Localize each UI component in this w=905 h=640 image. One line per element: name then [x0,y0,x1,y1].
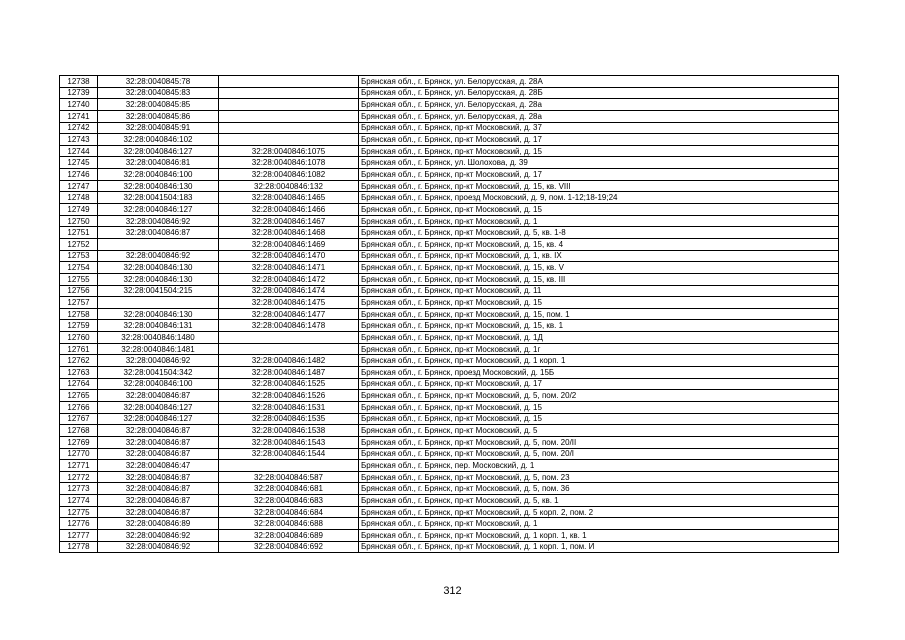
table-row [60,238,839,250]
building-cadastral-number-cell: 32:28:0040846:1474 [219,285,359,297]
building-cadastral-number-cell: 32:28:0040846:1487 [219,367,359,379]
address-cell: Брянская обл., г. Брянск, пр-кт Московский, д. 37 [359,122,839,134]
row-number-cell: 12761 [60,343,98,355]
land-cadastral-number-cell: 32:28:0040846:131 [98,320,219,332]
building-cadastral-number-cell: 32:28:0040846:1526 [219,390,359,402]
land-cadastral-number-cell: 32:28:0040845:86 [98,110,219,122]
land-cadastral-number-cell: 32:28:0040846:130 [98,308,219,320]
address-cell: Брянская обл., г. Брянск, пр-кт Московский, д. 1 [359,215,839,227]
building-cadastral-number-cell: 32:28:0040846:688 [219,518,359,530]
table-row [60,332,839,344]
table-row [60,227,839,239]
land-cadastral-number-cell: 32:28:0040846:47 [98,460,219,472]
building-cadastral-number-cell: 32:28:0040846:1531 [219,401,359,413]
address-cell: Брянская обл., г. Брянск, пр-кт Московский, д. 17 [359,378,839,390]
building-cadastral-number-cell: 32:28:0040846:1469 [219,238,359,250]
land-cadastral-number-cell [98,297,219,309]
table-row [60,169,839,181]
row-number-cell: 12748 [60,192,98,204]
address-cell: Брянская обл., г. Брянск, пр-кт Московский, д. 1 [359,518,839,530]
table-row [60,436,839,448]
building-cadastral-number-cell: 32:28:0040846:1470 [219,250,359,262]
table-row [60,273,839,285]
row-number-cell: 12747 [60,180,98,192]
building-cadastral-number-cell: 32:28:0040846:1078 [219,157,359,169]
document-table [59,75,839,553]
land-cadastral-number-cell: 32:28:0040846:1480 [98,332,219,344]
row-number-cell: 12773 [60,483,98,495]
table-row [60,250,839,262]
address-cell: Брянская обл., г. Брянск, ул. Белорусская, д. 28А [359,76,839,88]
row-number-cell: 12750 [60,215,98,227]
table-row [60,460,839,472]
address-cell: Брянская обл., г. Брянск, пр-кт Московский, д. 15 [359,413,839,425]
row-number-cell: 12766 [60,401,98,413]
address-cell: Брянская обл., г. Брянск, пр-кт Московский, д. 5, пом. 23 [359,471,839,483]
address-cell: Брянская обл., г. Брянск, пер. Московский, д. 1 [359,460,839,472]
row-number-cell: 12763 [60,367,98,379]
address-cell: Брянская обл., г. Брянск, пр-кт Московский, д. 1, кв. IX [359,250,839,262]
table-row [60,355,839,367]
table-row [60,99,839,111]
land-cadastral-number-cell: 32:28:0040846:92 [98,541,219,553]
building-cadastral-number-cell: 32:28:0040846:1082 [219,169,359,181]
land-cadastral-number-cell: 32:28:0040846:1481 [98,343,219,355]
building-cadastral-number-cell: 32:28:0040846:1477 [219,308,359,320]
land-cadastral-number-cell: 32:28:0040846:92 [98,529,219,541]
table-row [60,367,839,379]
row-number-cell: 12742 [60,122,98,134]
row-number-cell: 12770 [60,448,98,460]
row-number-cell: 12746 [60,169,98,181]
row-number-cell: 12739 [60,87,98,99]
address-cell: Брянская обл., г. Брянск, пр-кт Московский, д. 5, пом. 20/I [359,448,839,460]
row-number-cell: 12771 [60,460,98,472]
table-row [60,87,839,99]
row-number-cell: 12777 [60,529,98,541]
table-row [60,320,839,332]
address-cell: Брянская обл., г. Брянск, пр-кт Московский, д. 5, кв. 1-8 [359,227,839,239]
address-cell: Брянская обл., г. Брянск, пр-кт Московский, д. 17 [359,134,839,146]
table-row [60,343,839,355]
table-row [60,425,839,437]
land-cadastral-number-cell: 32:28:0040846:92 [98,355,219,367]
building-cadastral-number-cell: 32:28:0040846:1482 [219,355,359,367]
row-number-cell: 12774 [60,495,98,507]
row-number-cell: 12756 [60,285,98,297]
row-number-cell: 12741 [60,110,98,122]
row-number-cell: 12744 [60,145,98,157]
land-cadastral-number-cell: 32:28:0040846:100 [98,169,219,181]
row-number-cell: 12743 [60,134,98,146]
land-cadastral-number-cell: 32:28:0041504:215 [98,285,219,297]
building-cadastral-number-cell: 32:28:0040846:1544 [219,448,359,460]
building-cadastral-number-cell: 32:28:0040846:683 [219,495,359,507]
land-cadastral-number-cell: 32:28:0040846:87 [98,436,219,448]
land-cadastral-number-cell: 32:28:0040845:78 [98,76,219,88]
table-row [60,448,839,460]
table-row [60,215,839,227]
building-cadastral-number-cell: 32:28:0040846:1478 [219,320,359,332]
land-cadastral-number-cell [98,238,219,250]
building-cadastral-number-cell [219,460,359,472]
row-number-cell: 12754 [60,262,98,274]
row-number-cell: 12768 [60,425,98,437]
row-number-cell: 12753 [60,250,98,262]
building-cadastral-number-cell: 32:28:0040846:132 [219,180,359,192]
table-row [60,308,839,320]
address-cell: Брянская обл., г. Брянск, пр-кт Московский, д. 15, кв. 1 [359,320,839,332]
address-cell: Брянская обл., г. Брянск, пр-кт Московский, д. 15, кв. V [359,262,839,274]
address-cell: Брянская обл., г. Брянск, пр-кт Московский, д. 1г [359,343,839,355]
land-cadastral-number-cell: 32:28:0040846:100 [98,378,219,390]
table-row [60,518,839,530]
building-cadastral-number-cell: 32:28:0040846:1471 [219,262,359,274]
land-cadastral-number-cell: 32:28:0041504:183 [98,192,219,204]
address-cell: Брянская обл., г. Брянск, проезд Московский, д. 9, пом. 1-12;18-19;24 [359,192,839,204]
address-cell: Брянская обл., г. Брянск, пр-кт Московский, д. 11 [359,285,839,297]
land-cadastral-number-cell: 32:28:0040846:87 [98,227,219,239]
address-cell: Брянская обл., г. Брянск, пр-кт Московский, д. 15, кв. VIII [359,180,839,192]
building-cadastral-number-cell: 32:28:0040846:1538 [219,425,359,437]
address-cell: Брянская обл., г. Брянск, пр-кт Московский, д. 5 корп. 2, пом. 2 [359,506,839,518]
address-cell: Брянская обл., г. Брянск, пр-кт Московский, д. 15 [359,401,839,413]
table-row [60,134,839,146]
building-cadastral-number-cell: 32:28:0040846:1535 [219,413,359,425]
land-cadastral-number-cell: 32:28:0040846:130 [98,262,219,274]
building-cadastral-number-cell: 32:28:0040846:684 [219,506,359,518]
row-number-cell: 12755 [60,273,98,285]
address-cell: Брянская обл., г. Брянск, проезд Московский, д. 15Б [359,367,839,379]
building-cadastral-number-cell [219,110,359,122]
land-cadastral-number-cell: 32:28:0040846:87 [98,506,219,518]
address-cell: Брянская обл., г. Брянск, ул. Белорусская, д. 28а [359,99,839,111]
land-cadastral-number-cell: 32:28:0040846:92 [98,215,219,227]
building-cadastral-number-cell: 32:28:0040846:1468 [219,227,359,239]
table-row [60,471,839,483]
table-row [60,262,839,274]
row-number-cell: 12764 [60,378,98,390]
building-cadastral-number-cell: 32:28:0040846:689 [219,529,359,541]
building-cadastral-number-cell [219,134,359,146]
address-cell: Брянская обл., г. Брянск, пр-кт Московский, д. 15, кв. 4 [359,238,839,250]
building-cadastral-number-cell [219,99,359,111]
table-row [60,145,839,157]
building-cadastral-number-cell: 32:28:0040846:692 [219,541,359,553]
table-row [60,285,839,297]
land-cadastral-number-cell: 32:28:0040846:81 [98,157,219,169]
address-cell: Брянская обл., г. Брянск, пр-кт Московский, д. 1 корп. 1, пом. И [359,541,839,553]
row-number-cell: 12772 [60,471,98,483]
table-row [60,76,839,88]
address-cell: Брянская обл., г. Брянск, пр-кт Московский, д. 1Д [359,332,839,344]
table-row [60,192,839,204]
land-cadastral-number-cell: 32:28:0040846:87 [98,483,219,495]
land-cadastral-number-cell: 32:28:0040846:87 [98,448,219,460]
land-cadastral-number-cell: 32:28:0040846:92 [98,250,219,262]
land-cadastral-number-cell: 32:28:0040846:127 [98,204,219,216]
building-cadastral-number-cell: 32:28:0040846:1466 [219,204,359,216]
land-cadastral-number-cell: 32:28:0040845:91 [98,122,219,134]
building-cadastral-number-cell: 32:28:0040846:1075 [219,145,359,157]
land-cadastral-number-cell: 32:28:0040845:83 [98,87,219,99]
address-cell: Брянская обл., г. Брянск, пр-кт Московский, д. 17 [359,169,839,181]
row-number-cell: 12757 [60,297,98,309]
row-number-cell: 12760 [60,332,98,344]
table-body [60,76,839,553]
address-cell: Брянская обл., г. Брянск, ул. Шолохова, д. 39 [359,157,839,169]
table-row [60,390,839,402]
address-cell: Брянская обл., г. Брянск, пр-кт Московский, д. 5, пом. 36 [359,483,839,495]
building-cadastral-number-cell [219,332,359,344]
land-cadastral-number-cell: 32:28:0041504:342 [98,367,219,379]
building-cadastral-number-cell [219,122,359,134]
row-number-cell: 12762 [60,355,98,367]
address-cell: Брянская обл., г. Брянск, пр-кт Московский, д. 15 [359,145,839,157]
building-cadastral-number-cell: 32:28:0040846:1467 [219,215,359,227]
address-cell: Брянская обл., г. Брянск, ул. Белорусская, д. 28а [359,110,839,122]
table-row [60,110,839,122]
land-cadastral-number-cell: 32:28:0040846:127 [98,145,219,157]
row-number-cell: 12759 [60,320,98,332]
building-cadastral-number-cell: 32:28:0040846:1543 [219,436,359,448]
table-row [60,297,839,309]
table-row [60,413,839,425]
land-cadastral-number-cell: 32:28:0040846:87 [98,495,219,507]
address-cell: Брянская обл., г. Брянск, пр-кт Московский, д. 5, пом. 20/II [359,436,839,448]
address-cell: Брянская обл., г. Брянск, пр-кт Московский, д. 1 корп. 1 [359,355,839,367]
table-row [60,204,839,216]
row-number-cell: 12745 [60,157,98,169]
address-cell: Брянская обл., г. Брянск, пр-кт Московский, д. 15 [359,297,839,309]
table-row [60,378,839,390]
row-number-cell: 12740 [60,99,98,111]
land-cadastral-number-cell: 32:28:0040846:87 [98,471,219,483]
land-cadastral-number-cell: 32:28:0040846:102 [98,134,219,146]
row-number-cell: 12752 [60,238,98,250]
land-cadastral-number-cell: 32:28:0040846:87 [98,390,219,402]
address-cell: Брянская обл., г. Брянск, пр-кт Московский, д. 15, пом. 1 [359,308,839,320]
address-cell: Брянская обл., г. Брянск, пр-кт Московский, д. 15, кв. III [359,273,839,285]
table-row [60,495,839,507]
table-row [60,401,839,413]
table-row [60,122,839,134]
address-cell: Брянская обл., г. Брянск, пр-кт Московский, д. 15 [359,204,839,216]
building-cadastral-number-cell: 32:28:0040846:1525 [219,378,359,390]
land-cadastral-number-cell: 32:28:0040846:130 [98,180,219,192]
address-cell: Брянская обл., г. Брянск, пр-кт Московский, д. 5 [359,425,839,437]
table-row [60,483,839,495]
row-number-cell: 12749 [60,204,98,216]
building-cadastral-number-cell: 32:28:0040846:1472 [219,273,359,285]
address-cell: Брянская обл., г. Брянск, пр-кт Московский, д. 1 корп. 1, кв. 1 [359,529,839,541]
row-number-cell: 12738 [60,76,98,88]
row-number-cell: 12769 [60,436,98,448]
row-number-cell: 12751 [60,227,98,239]
land-cadastral-number-cell: 32:28:0040846:127 [98,401,219,413]
building-cadastral-number-cell [219,76,359,88]
row-number-cell: 12765 [60,390,98,402]
row-number-cell: 12778 [60,541,98,553]
address-cell: Брянская обл., г. Брянск, пр-кт Московский, д. 5, пом. 20/2 [359,390,839,402]
table-row [60,541,839,553]
land-cadastral-number-cell: 32:28:0040845:85 [98,99,219,111]
land-cadastral-number-cell: 32:28:0040846:127 [98,413,219,425]
address-cell: Брянская обл., г. Брянск, пр-кт Московский, д. 5, кв. 1 [359,495,839,507]
row-number-cell: 12758 [60,308,98,320]
address-cell: Брянская обл., г. Брянск, ул. Белорусская, д. 28Б [359,87,839,99]
row-number-cell: 12776 [60,518,98,530]
building-cadastral-number-cell: 32:28:0040846:681 [219,483,359,495]
table-row [60,180,839,192]
building-cadastral-number-cell: 32:28:0040846:1475 [219,297,359,309]
building-cadastral-number-cell [219,343,359,355]
land-cadastral-number-cell: 32:28:0040846:89 [98,518,219,530]
building-cadastral-number-cell: 32:28:0040846:587 [219,471,359,483]
row-number-cell: 12775 [60,506,98,518]
table-row [60,157,839,169]
building-cadastral-number-cell [219,87,359,99]
table-row [60,506,839,518]
land-cadastral-number-cell: 32:28:0040846:87 [98,425,219,437]
row-number-cell: 12767 [60,413,98,425]
land-cadastral-number-cell: 32:28:0040846:130 [98,273,219,285]
page-number: 312 [443,585,462,597]
table-row [60,529,839,541]
building-cadastral-number-cell: 32:28:0040846:1465 [219,192,359,204]
